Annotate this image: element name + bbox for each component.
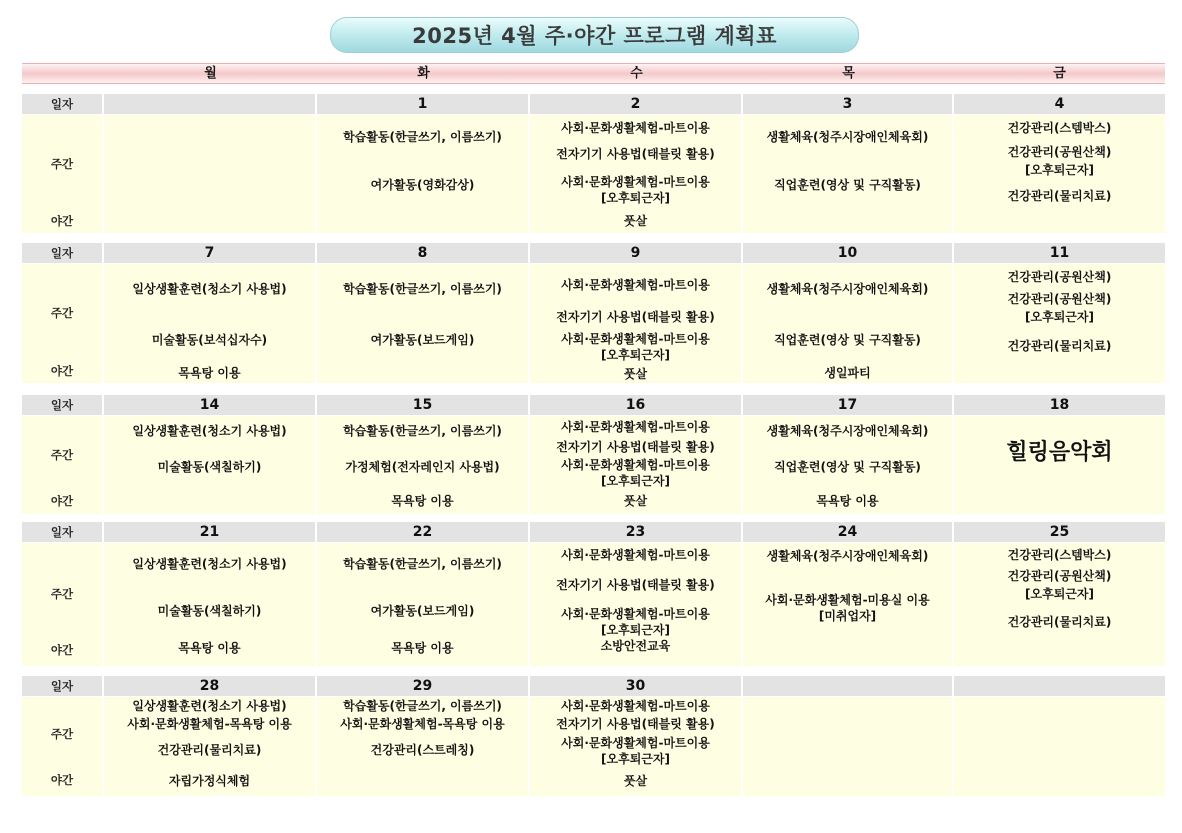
program-cell-thu[interactable] [743,264,952,383]
program-item: 사회·문화생활체험-마트이용 [561,458,710,472]
program-item: 여가활동(보드게임) [370,333,475,347]
date-number: 9 [630,245,641,261]
program-item: 풋살 [623,367,648,381]
program-cell-mon[interactable] [104,115,315,233]
date-number: 29 [412,678,433,694]
row-label-day: 주간 [50,157,74,171]
program-item: [오후퇴근자] [601,191,670,205]
row-label-date: 일자 [50,525,74,539]
program-item: 건강관리(물리치료) [157,743,262,757]
program-item: [오후퇴근자] [1025,310,1094,324]
program-item: [오후퇴근자] [1025,587,1094,601]
program-item: 건강관리(물리치료) [1007,189,1112,203]
row-label-night: 야간 [50,643,74,657]
program-cell-wed[interactable] [530,115,741,233]
date-number: 17 [837,397,858,413]
program-cell-mon[interactable] [104,543,315,666]
date-number: 30 [625,678,646,694]
program-item: [오후퇴근자] [601,474,670,488]
program-item: 사회·문화생활체험-마트이용 [561,736,710,750]
event-highlight: 힐링음악회 [1006,440,1113,465]
program-cell-tue[interactable] [317,416,528,514]
date-number: 8 [417,245,428,261]
program-item: 학습활동(한글쓰기, 이름쓰기) [343,424,502,438]
program-item: 사회·문화생활체험-마트이용 [561,420,710,434]
program-item: 사회·문화생활체험-마트이용 [561,175,710,189]
weekday-header [22,63,1165,84]
program-item: 생활체육(청주시장애인체육회) [766,549,929,563]
program-cell-fri[interactable] [954,543,1165,666]
date-number: 2 [630,96,641,112]
program-item: 풋살 [623,214,648,228]
program-cell-fri[interactable] [954,115,1165,233]
week-2 [22,243,1165,383]
program-item: 건강관리(물리치료) [1007,615,1112,629]
program-cell-tue[interactable] [317,264,528,383]
row-label-day: 주간 [50,587,74,601]
program-item: 직업훈련(영상 및 구직활동) [774,460,921,474]
row-label-day: 주간 [50,448,74,462]
program-item: 사회·문화생활체험-마트이용 [561,332,710,346]
date-number: 1 [417,96,428,112]
program-item: 생활체육(청주시장애인체육회) [766,424,929,438]
program-item: 건강관리(공원산책) [1007,569,1112,583]
page-title: 2025년 4월 주·야간 프로그램 계획표 [330,17,859,53]
program-item: 일상생활훈련(청소기 사용법) [132,557,287,571]
program-item: 생활체육(청주시장애인체육회) [766,282,929,296]
program-item: 건강관리(공원산책) [1007,270,1112,284]
date-number: 16 [625,397,646,413]
weekday-fri: 금 [1053,66,1066,81]
program-item: 전자기기 사용법(태블릿 활용) [556,310,715,324]
program-cell-fri[interactable] [954,264,1165,383]
date-number: 3 [842,96,853,112]
date-number: 24 [837,524,858,540]
weekday-tue: 화 [417,66,430,81]
program-item: 건강관리(스템박스) [1007,121,1112,135]
program-cell-thu[interactable] [743,416,952,514]
program-item: 학습활동(한글쓰기, 이름쓰기) [343,282,502,296]
program-item: [미취업자] [818,609,877,623]
program-item: 목욕탕 이용 [391,641,454,655]
program-item: 학습활동(한글쓰기, 이름쓰기) [343,699,502,713]
program-item: 사회·문화생활체험-마트이용 [561,607,710,621]
date-number: 11 [1049,245,1070,261]
program-cell-wed[interactable] [530,543,741,666]
program-item: 전자기기 사용법(태블릿 활용) [556,717,715,731]
program-item: 학습활동(한글쓰기, 이름쓰기) [343,130,502,144]
program-item: 사회·문화생활체험-미용실 이용 [765,593,930,607]
program-cell-tue[interactable] [317,543,528,666]
program-item: 생활체육(청주시장애인체육회) [766,130,929,144]
row-label-date: 일자 [50,398,74,412]
program-item: 여가활동(영화감상) [370,178,475,192]
weekday-thu: 목 [842,66,855,81]
program-cell-wed[interactable] [530,697,741,796]
date-number: 25 [1049,524,1070,540]
program-item: 목욕탕 이용 [178,366,241,380]
program-item: 사회·문화생활체험-목욕탕 이용 [127,717,292,731]
program-item: 미술활동(색칠하기) [157,460,262,474]
date-number: 4 [1054,96,1065,112]
program-item: 사회·문화생활체험-마트이용 [561,548,710,562]
program-item: 풋살 [623,774,648,788]
row-label-night: 야간 [50,494,74,508]
program-item: 가정체험(전자레인지 사용법) [345,460,500,474]
row-label-night: 야간 [50,214,74,228]
program-item: 건강관리(물리치료) [1007,339,1112,353]
program-item: 사회·문화생활체험-마트이용 [561,121,710,135]
program-cell-thu[interactable] [743,697,952,796]
date-number: 15 [412,397,433,413]
program-item: 목욕탕 이용 [816,494,879,508]
program-cell-mon[interactable] [104,416,315,514]
row-label-night: 야간 [50,364,74,378]
program-item: 자립가정식체험 [168,774,251,788]
program-item: 일상생활훈련(청소기 사용법) [132,282,287,296]
program-item: 여가활동(보드게임) [370,604,475,618]
row-label-day: 주간 [50,727,74,741]
program-cell-tue[interactable] [317,115,528,233]
date-number: 7 [204,245,215,261]
program-item: 학습활동(한글쓰기, 이름쓰기) [343,557,502,571]
program-item: 미술활동(보석십자수) [151,333,268,347]
program-item: [오후퇴근자] [601,348,670,362]
program-item: 미술활동(색칠하기) [157,604,262,618]
program-cell-thu[interactable] [743,543,952,666]
date-number: 10 [837,245,858,261]
program-item: 소방안전교육 [600,639,671,653]
date-number: 18 [1049,397,1070,413]
weekday-wed: 수 [630,66,643,81]
program-cell-mon[interactable] [104,697,315,796]
date-number: 14 [199,397,220,413]
row-label-date: 일자 [50,97,74,111]
program-item: [오후퇴근자] [601,623,670,637]
week-5 [22,676,1165,796]
row-label-date: 일자 [50,246,74,260]
program-cell-wed[interactable] [530,416,741,514]
program-cell-fri[interactable] [954,697,1165,796]
week-4 [22,522,1165,666]
program-cell-fri[interactable] [954,416,1165,514]
program-item: 목욕탕 이용 [178,641,241,655]
date-number: 23 [625,524,646,540]
row-label-day: 주간 [50,306,74,320]
date-number [954,676,1165,696]
program-item: [오후퇴근자] [1025,163,1094,177]
program-item: 전자기기 사용법(태블릿 활용) [556,578,715,592]
weekday-mon: 월 [204,66,217,81]
row-label-night: 야간 [50,773,74,787]
program-item: 사회·문화생활체험-마트이용 [561,699,710,713]
program-cell-wed[interactable] [530,264,741,383]
week-3 [22,395,1165,514]
program-item: 사회·문화생활체험-목욕탕 이용 [340,717,505,731]
program-item: 목욕탕 이용 [391,494,454,508]
date-number [743,676,952,696]
program-cell-tue[interactable] [317,697,528,796]
program-item: 건강관리(공원산책) [1007,145,1112,159]
program-cell-thu[interactable] [743,115,952,233]
date-number: 28 [199,678,220,694]
program-item: 직업훈련(영상 및 구직활동) [774,333,921,347]
program-item: 일상생활훈련(청소기 사용법) [132,699,287,713]
program-cell-mon[interactable] [104,264,315,383]
program-item: [오후퇴근자] [601,752,670,766]
program-item: 건강관리(스트레칭) [370,743,475,757]
program-item: 풋살 [623,494,648,508]
program-item: 일상생활훈련(청소기 사용법) [132,424,287,438]
program-item: 건강관리(공원산책) [1007,292,1112,306]
program-item: 직업훈련(영상 및 구직활동) [774,178,921,192]
date-number [104,94,315,114]
program-item: 생일파티 [824,366,871,380]
date-number: 21 [199,524,220,540]
date-number: 22 [412,524,433,540]
program-item: 전자기기 사용법(태블릿 활용) [556,147,715,161]
program-item: 건강관리(스템박스) [1007,548,1112,562]
program-item: 전자기기 사용법(태블릿 활용) [556,440,715,454]
row-label-date: 일자 [50,679,74,693]
week-1 [22,94,1165,233]
program-item: 사회·문화생활체험-마트이용 [561,278,710,292]
